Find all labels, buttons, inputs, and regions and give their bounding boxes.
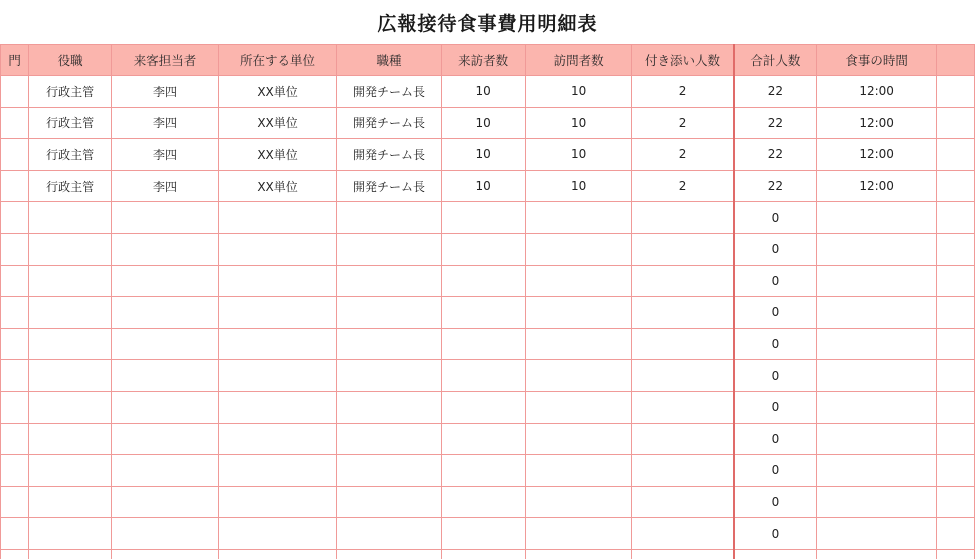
- dept-cell[interactable]: [1, 233, 29, 265]
- meal-time-cell[interactable]: [817, 423, 937, 455]
- job-cell[interactable]: [337, 265, 441, 297]
- meal-time-cell[interactable]: [817, 265, 937, 297]
- job-cell[interactable]: [337, 486, 441, 518]
- unit-cell[interactable]: [218, 423, 337, 455]
- meal-time-cell[interactable]: 12:00: [817, 107, 937, 139]
- visitors-cell[interactable]: [441, 391, 525, 423]
- guests-cell[interactable]: 10: [525, 76, 632, 108]
- host-cell[interactable]: [112, 328, 219, 360]
- table-row: [1, 549, 975, 559]
- host-cell[interactable]: 李四: [112, 170, 219, 202]
- escorts-cell[interactable]: [632, 423, 734, 455]
- position-cell[interactable]: [29, 360, 112, 392]
- host-cell[interactable]: [112, 360, 219, 392]
- position-cell[interactable]: [29, 297, 112, 329]
- table-row: [1, 202, 975, 234]
- table-row: [1, 518, 975, 550]
- host-cell[interactable]: [112, 391, 219, 423]
- extra-cell[interactable]: [937, 170, 975, 202]
- position-cell[interactable]: [29, 328, 112, 360]
- host-cell[interactable]: [112, 297, 219, 329]
- job-cell[interactable]: [337, 328, 441, 360]
- unit-cell[interactable]: [218, 328, 337, 360]
- position-cell[interactable]: [29, 486, 112, 518]
- extra-cell[interactable]: [937, 233, 975, 265]
- visitors-header[interactable]: 来訪者数: [441, 45, 525, 76]
- extra-cell[interactable]: [937, 202, 975, 234]
- meal-time-cell[interactable]: [817, 486, 937, 518]
- unit-cell[interactable]: [218, 391, 337, 423]
- total-cell[interactable]: 0: [734, 328, 817, 360]
- job-cell[interactable]: [337, 297, 441, 329]
- expense-table: [0, 44, 975, 559]
- meal-time-cell[interactable]: 12:00: [817, 170, 937, 202]
- meal-time-cell[interactable]: [817, 202, 937, 234]
- visitors-cell[interactable]: [441, 265, 525, 297]
- visitors-cell[interactable]: [441, 423, 525, 455]
- meal-time-cell[interactable]: [817, 518, 937, 550]
- extra-cell[interactable]: [937, 518, 975, 550]
- dept-cell[interactable]: [1, 297, 29, 329]
- unit-cell[interactable]: XX単位: [218, 139, 337, 171]
- dept-cell[interactable]: [1, 455, 29, 487]
- meal-time-cell[interactable]: [817, 328, 937, 360]
- guests-cell[interactable]: 10: [525, 139, 632, 171]
- unit-cell[interactable]: [218, 455, 337, 487]
- job-cell[interactable]: 開発チーム長: [337, 139, 441, 171]
- host-cell[interactable]: [112, 486, 219, 518]
- position-cell[interactable]: [29, 549, 112, 559]
- guests-cell[interactable]: [525, 549, 632, 559]
- job-cell[interactable]: [337, 202, 441, 234]
- guests-cell[interactable]: [525, 518, 632, 550]
- position-cell[interactable]: 行政主管: [29, 139, 112, 171]
- escorts-cell[interactable]: [632, 328, 734, 360]
- extra-cell[interactable]: [937, 360, 975, 392]
- extra-cell[interactable]: [937, 107, 975, 139]
- escorts-cell[interactable]: 2: [632, 139, 734, 171]
- job-cell[interactable]: 開発チーム長: [337, 76, 441, 108]
- table-row: [1, 233, 975, 265]
- unit-cell[interactable]: XX単位: [218, 107, 337, 139]
- position-cell[interactable]: [29, 202, 112, 234]
- unit-cell[interactable]: [218, 518, 337, 550]
- guests-cell[interactable]: [525, 391, 632, 423]
- position-cell[interactable]: [29, 265, 112, 297]
- position-cell[interactable]: [29, 455, 112, 487]
- escorts-cell[interactable]: [632, 265, 734, 297]
- table-body: [1, 76, 975, 559]
- job-cell[interactable]: 開発チーム長: [337, 107, 441, 139]
- job-cell[interactable]: [337, 549, 441, 559]
- escorts-cell[interactable]: [632, 233, 734, 265]
- table-row: [1, 139, 975, 171]
- total-cell[interactable]: 0: [734, 423, 817, 455]
- unit-cell[interactable]: [218, 486, 337, 518]
- position-cell[interactable]: [29, 233, 112, 265]
- guests-cell[interactable]: [525, 360, 632, 392]
- table-row: [1, 423, 975, 455]
- unit-cell[interactable]: [218, 549, 337, 559]
- host-cell[interactable]: 李四: [112, 76, 219, 108]
- host-cell[interactable]: [112, 265, 219, 297]
- guests-cell[interactable]: [525, 297, 632, 329]
- table-row: [1, 76, 975, 108]
- extra-cell[interactable]: [937, 328, 975, 360]
- host-cell[interactable]: [112, 455, 219, 487]
- total-cell[interactable]: 0: [734, 360, 817, 392]
- host-cell[interactable]: [112, 423, 219, 455]
- total-cell[interactable]: 0: [734, 518, 817, 550]
- extra-header[interactable]: [937, 45, 975, 76]
- dept-cell[interactable]: [1, 360, 29, 392]
- table-row: [1, 297, 975, 329]
- dept-cell[interactable]: [1, 265, 29, 297]
- dept-header[interactable]: 門: [1, 45, 29, 76]
- total-cell[interactable]: [734, 549, 817, 559]
- escorts-cell[interactable]: [632, 360, 734, 392]
- total-cell[interactable]: 0: [734, 297, 817, 329]
- dept-cell[interactable]: [1, 423, 29, 455]
- dept-cell[interactable]: [1, 202, 29, 234]
- escorts-cell[interactable]: [632, 391, 734, 423]
- dept-cell[interactable]: [1, 328, 29, 360]
- dept-cell[interactable]: [1, 139, 29, 171]
- meal-time-cell[interactable]: [817, 360, 937, 392]
- visitors-cell[interactable]: [441, 233, 525, 265]
- visitors-cell[interactable]: [441, 518, 525, 550]
- position-header[interactable]: 役職: [29, 45, 112, 76]
- total-cell[interactable]: 0: [734, 265, 817, 297]
- extra-cell[interactable]: [937, 265, 975, 297]
- total-cell[interactable]: 22: [734, 139, 817, 171]
- job-cell[interactable]: [337, 391, 441, 423]
- visitors-cell[interactable]: [441, 328, 525, 360]
- meal-time-header[interactable]: 食事の時間: [817, 45, 937, 76]
- extra-cell[interactable]: [937, 139, 975, 171]
- escorts-cell[interactable]: [632, 297, 734, 329]
- unit-cell[interactable]: XX単位: [218, 170, 337, 202]
- dept-cell[interactable]: [1, 518, 29, 550]
- host-cell[interactable]: [112, 549, 219, 559]
- escorts-header[interactable]: 付き添い人数: [632, 45, 734, 76]
- unit-cell[interactable]: [218, 360, 337, 392]
- table-row: [1, 455, 975, 487]
- meal-time-cell[interactable]: [817, 455, 937, 487]
- total-cell[interactable]: 22: [734, 170, 817, 202]
- unit-header[interactable]: 所在する単位: [218, 45, 337, 76]
- position-cell[interactable]: 行政主管: [29, 170, 112, 202]
- host-header[interactable]: 来客担当者: [112, 45, 219, 76]
- dept-cell[interactable]: [1, 170, 29, 202]
- job-cell[interactable]: [337, 360, 441, 392]
- meal-time-cell[interactable]: [817, 297, 937, 329]
- table-row: [1, 107, 975, 139]
- job-cell[interactable]: 開発チーム長: [337, 170, 441, 202]
- visitors-cell[interactable]: 10: [441, 107, 525, 139]
- host-cell[interactable]: [112, 518, 219, 550]
- table-row: [1, 391, 975, 423]
- visitors-cell[interactable]: 10: [441, 139, 525, 171]
- job-cell[interactable]: [337, 455, 441, 487]
- dept-cell[interactable]: [1, 107, 29, 139]
- guests-cell[interactable]: 10: [525, 170, 632, 202]
- unit-cell[interactable]: [218, 265, 337, 297]
- meal-time-cell[interactable]: [817, 391, 937, 423]
- visitors-cell[interactable]: [441, 455, 525, 487]
- meal-time-cell[interactable]: 12:00: [817, 76, 937, 108]
- total-header[interactable]: 合計人数: [734, 45, 817, 76]
- job-cell[interactable]: [337, 423, 441, 455]
- visitors-cell[interactable]: [441, 486, 525, 518]
- visitors-cell[interactable]: 10: [441, 170, 525, 202]
- escorts-cell[interactable]: 2: [632, 107, 734, 139]
- visitors-cell[interactable]: [441, 549, 525, 559]
- table-row: [1, 360, 975, 392]
- total-cell[interactable]: 0: [734, 391, 817, 423]
- visitors-cell[interactable]: 10: [441, 76, 525, 108]
- meal-time-cell[interactable]: 12:00: [817, 139, 937, 171]
- extra-cell[interactable]: [937, 455, 975, 487]
- escorts-cell[interactable]: [632, 455, 734, 487]
- unit-cell[interactable]: XX単位: [218, 76, 337, 108]
- total-cell[interactable]: 0: [734, 455, 817, 487]
- visitors-cell[interactable]: [441, 202, 525, 234]
- meal-time-cell[interactable]: [817, 233, 937, 265]
- meal-time-cell[interactable]: [817, 549, 937, 559]
- escorts-cell[interactable]: [632, 518, 734, 550]
- sheet-title: 広報接待食事費用明細表: [377, 12, 598, 35]
- guests-cell[interactable]: [525, 455, 632, 487]
- escorts-cell[interactable]: 2: [632, 170, 734, 202]
- host-cell[interactable]: 李四: [112, 107, 219, 139]
- position-cell[interactable]: 行政主管: [29, 107, 112, 139]
- dept-cell[interactable]: [1, 549, 29, 559]
- total-cell[interactable]: 0: [734, 486, 817, 518]
- dept-cell[interactable]: [1, 486, 29, 518]
- extra-cell[interactable]: [937, 486, 975, 518]
- total-cell[interactable]: 0: [734, 233, 817, 265]
- visitors-cell[interactable]: [441, 360, 525, 392]
- table-row: [1, 486, 975, 518]
- spreadsheet-grid[interactable]: [0, 44, 975, 559]
- position-cell[interactable]: 行政主管: [29, 76, 112, 108]
- extra-cell[interactable]: [937, 391, 975, 423]
- host-cell[interactable]: 李四: [112, 139, 219, 171]
- escorts-cell[interactable]: [632, 549, 734, 559]
- total-cell[interactable]: 0: [734, 202, 817, 234]
- host-cell[interactable]: [112, 233, 219, 265]
- guests-cell[interactable]: [525, 423, 632, 455]
- escorts-cell[interactable]: [632, 202, 734, 234]
- guests-cell[interactable]: [525, 233, 632, 265]
- position-cell[interactable]: [29, 518, 112, 550]
- escorts-cell[interactable]: 2: [632, 76, 734, 108]
- host-cell[interactable]: [112, 202, 219, 234]
- extra-cell[interactable]: [937, 297, 975, 329]
- job-cell[interactable]: [337, 233, 441, 265]
- dept-cell[interactable]: [1, 391, 29, 423]
- job-header[interactable]: 職種: [337, 45, 441, 76]
- extra-cell[interactable]: [937, 549, 975, 559]
- unit-cell[interactable]: [218, 202, 337, 234]
- table-row: [1, 265, 975, 297]
- job-cell[interactable]: [337, 518, 441, 550]
- position-cell[interactable]: [29, 391, 112, 423]
- unit-cell[interactable]: [218, 233, 337, 265]
- dept-cell[interactable]: [1, 76, 29, 108]
- unit-cell[interactable]: [218, 297, 337, 329]
- guests-cell[interactable]: [525, 486, 632, 518]
- table-row: [1, 328, 975, 360]
- guests-cell[interactable]: [525, 328, 632, 360]
- guests-cell[interactable]: [525, 265, 632, 297]
- guests-cell[interactable]: [525, 202, 632, 234]
- visitors-cell[interactable]: [441, 297, 525, 329]
- position-cell[interactable]: [29, 423, 112, 455]
- guests-cell[interactable]: 10: [525, 107, 632, 139]
- extra-cell[interactable]: [937, 76, 975, 108]
- escorts-cell[interactable]: [632, 486, 734, 518]
- table-row: [1, 170, 975, 202]
- total-cell[interactable]: 22: [734, 107, 817, 139]
- extra-cell[interactable]: [937, 423, 975, 455]
- total-cell[interactable]: 22: [734, 76, 817, 108]
- header-row: [1, 45, 975, 76]
- guests-header[interactable]: 訪問者数: [525, 45, 632, 76]
